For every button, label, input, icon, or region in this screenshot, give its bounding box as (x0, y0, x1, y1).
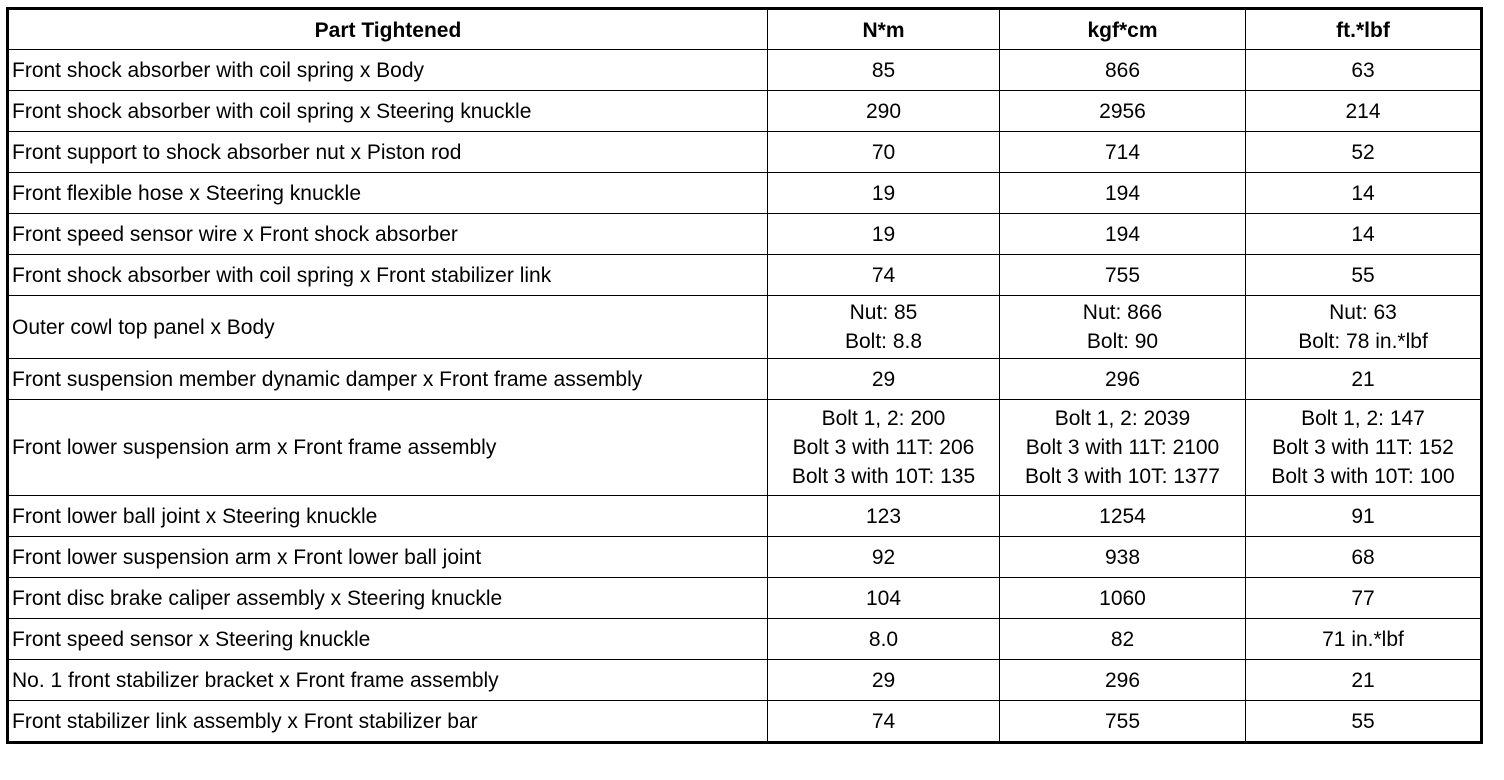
cell-ftlbf (1246, 578, 1482, 619)
cell-value-line: 866 (1104, 58, 1141, 82)
cell-value-line: 2956 (1099, 99, 1146, 123)
cell-part-tightened: Front shock absorber with coil spring x Body (8, 50, 768, 91)
cell-value-line: Bolt: 8.8 (844, 330, 923, 353)
cell-value-line: 19 (871, 181, 896, 205)
cell-value-line: Bolt: 90 (1086, 330, 1159, 353)
cell-nm (768, 50, 1000, 91)
cell-value-line: 85 (871, 58, 896, 82)
table-row (8, 50, 1482, 91)
cell-value-line: Bolt 3 with 10T: 135 (791, 465, 976, 488)
cell-kgfcm (1000, 496, 1246, 537)
cell-nm (768, 619, 1000, 660)
cell-value-line: Bolt 3 with 11T: 152 (1272, 436, 1454, 459)
cell-part-tightened: Front flexible hose x Steering knuckle (8, 173, 768, 214)
cell-value-line: Nut: 63 (1329, 301, 1397, 324)
cell-value-line: 8.0 (868, 627, 899, 651)
cell-ftlbf (1246, 496, 1482, 537)
cell-kgfcm (1000, 619, 1246, 660)
cell-value-line: 123 (865, 504, 902, 528)
table-row (8, 255, 1482, 296)
cell-value-line: 194 (1104, 222, 1141, 246)
cell-part-tightened: Front stabilizer link assembly x Front stabilizer bar (8, 701, 768, 743)
cell-value-line: Bolt 1, 2: 200 (821, 407, 946, 430)
cell-nm (768, 173, 1000, 214)
cell-ftlbf (1246, 132, 1482, 173)
cell-value-line: 104 (865, 586, 902, 610)
cell-nm (768, 132, 1000, 173)
table-row (8, 400, 1482, 496)
cell-value-line: 14 (1351, 222, 1375, 246)
cell-value-line: Bolt 1, 2: 147 (1301, 407, 1425, 430)
cell-nm (768, 214, 1000, 255)
cell-kgfcm (1000, 400, 1246, 496)
cell-value-line: 21 (1351, 367, 1375, 391)
cell-value-line: 70 (871, 140, 896, 164)
cell-kgfcm (1000, 214, 1246, 255)
table-row (8, 660, 1482, 701)
cell-value-line: Nut: 866 (1082, 301, 1163, 324)
cell-part-tightened: Front support to shock absorber nut x Piston rod (8, 132, 768, 173)
table-row (8, 132, 1482, 173)
table-row (8, 296, 1482, 359)
cell-value-line: 714 (1104, 140, 1141, 164)
cell-value-line: 91 (1351, 504, 1375, 528)
cell-ftlbf (1246, 214, 1482, 255)
cell-value-line: 55 (1351, 709, 1375, 733)
cell-ftlbf (1246, 255, 1482, 296)
cell-ftlbf (1246, 50, 1482, 91)
cell-ftlbf (1246, 400, 1482, 496)
torque-specification-table (6, 7, 1483, 744)
cell-value-line: 296 (1104, 668, 1141, 692)
cell-kgfcm (1000, 359, 1246, 400)
cell-part-tightened: Outer cowl top panel x Body (8, 296, 768, 359)
cell-ftlbf (1246, 296, 1482, 359)
cell-ftlbf (1246, 173, 1482, 214)
cell-nm (768, 296, 1000, 359)
cell-part-tightened: Front speed sensor x Steering knuckle (8, 619, 768, 660)
table-row (8, 214, 1482, 255)
cell-ftlbf (1246, 537, 1482, 578)
table-row (8, 173, 1482, 214)
cell-ftlbf (1246, 701, 1482, 743)
cell-value-line: Bolt 1, 2: 2039 (1054, 407, 1191, 430)
cell-value-line: Bolt 3 with 10T: 1377 (1025, 465, 1220, 488)
table-row (8, 701, 1482, 743)
cell-value-line: 71 in.*lbf (1322, 627, 1404, 651)
cell-part-tightened: Front lower ball joint x Steering knuckle (8, 496, 768, 537)
cell-nm (768, 255, 1000, 296)
cell-value-line: 92 (871, 545, 896, 569)
cell-value-line: 74 (871, 709, 896, 733)
cell-ftlbf (1246, 660, 1482, 701)
cell-kgfcm (1000, 132, 1246, 173)
cell-value-line: 296 (1104, 367, 1141, 391)
cell-kgfcm (1000, 701, 1246, 743)
cell-value-line: 63 (1351, 58, 1375, 82)
cell-value-line: Bolt: 78 in.*lbf (1298, 330, 1428, 353)
table-row (8, 537, 1482, 578)
cell-part-tightened: No. 1 front stabilizer bracket x Front frame assembly (8, 660, 768, 701)
cell-value-line: 68 (1351, 545, 1375, 569)
cell-value-line: 214 (1345, 99, 1381, 123)
cell-ftlbf (1246, 91, 1482, 132)
cell-value-line: Bolt 3 with 11T: 206 (792, 436, 975, 459)
cell-value-line: 82 (1110, 627, 1135, 651)
cell-nm (768, 496, 1000, 537)
table-row (8, 619, 1482, 660)
cell-kgfcm (1000, 91, 1246, 132)
cell-part-tightened: Front suspension member dynamic damper x Front frame assembly (8, 359, 768, 400)
header-kgfcm: kgf*cm (1000, 9, 1246, 50)
cell-part-tightened: Front disc brake caliper assembly x Steering knuckle (8, 578, 768, 619)
table-row (8, 359, 1482, 400)
cell-value-line: Bolt 3 with 10T: 100 (1271, 465, 1455, 488)
cell-value-line: 194 (1104, 181, 1141, 205)
table-row (8, 578, 1482, 619)
table-header-row (8, 9, 1482, 50)
cell-value-line: Nut: 85 (849, 301, 918, 324)
table-row (8, 91, 1482, 132)
torque-specification-table-container (6, 7, 1483, 744)
cell-value-line: 29 (871, 668, 896, 692)
cell-nm (768, 91, 1000, 132)
cell-value-line: 1254 (1099, 504, 1146, 528)
cell-nm (768, 660, 1000, 701)
cell-value-line: 29 (871, 367, 896, 391)
cell-value-line: 21 (1351, 668, 1375, 692)
table-row (8, 496, 1482, 537)
cell-kgfcm (1000, 660, 1246, 701)
header-ftlbf: ft.*lbf (1246, 9, 1482, 50)
cell-value-line: 19 (871, 222, 896, 246)
cell-value-line: 755 (1104, 709, 1141, 733)
header-part-tightened: Part Tightened (8, 9, 768, 50)
cell-kgfcm (1000, 255, 1246, 296)
cell-ftlbf (1246, 359, 1482, 400)
table-body (8, 50, 1482, 743)
cell-value-line: 1060 (1099, 586, 1146, 610)
cell-part-tightened: Front speed sensor wire x Front shock absorber (8, 214, 768, 255)
cell-kgfcm (1000, 50, 1246, 91)
cell-kgfcm (1000, 173, 1246, 214)
cell-value-line: 74 (871, 263, 896, 287)
cell-nm (768, 359, 1000, 400)
cell-part-tightened: Front lower suspension arm x Front frame assembly (8, 400, 768, 496)
cell-kgfcm (1000, 578, 1246, 619)
cell-nm (768, 701, 1000, 743)
cell-value-line: 14 (1351, 181, 1375, 205)
cell-value-line: 755 (1104, 263, 1141, 287)
cell-nm (768, 400, 1000, 496)
cell-part-tightened: Front lower suspension arm x Front lower ball joint (8, 537, 768, 578)
cell-part-tightened: Front shock absorber with coil spring x Steering knuckle (8, 91, 768, 132)
cell-value-line: 938 (1104, 545, 1141, 569)
cell-value-line: Bolt 3 with 11T: 2100 (1025, 436, 1220, 459)
cell-nm (768, 537, 1000, 578)
cell-kgfcm (1000, 537, 1246, 578)
cell-ftlbf (1246, 619, 1482, 660)
cell-value-line: 55 (1351, 263, 1375, 287)
header-nm: N*m (768, 9, 1000, 50)
cell-value-line: 290 (865, 99, 902, 123)
cell-value-line: 52 (1351, 140, 1375, 164)
cell-nm (768, 578, 1000, 619)
cell-value-line: 77 (1351, 586, 1375, 610)
cell-kgfcm (1000, 296, 1246, 359)
cell-part-tightened: Front shock absorber with coil spring x Front stabilizer link (8, 255, 768, 296)
